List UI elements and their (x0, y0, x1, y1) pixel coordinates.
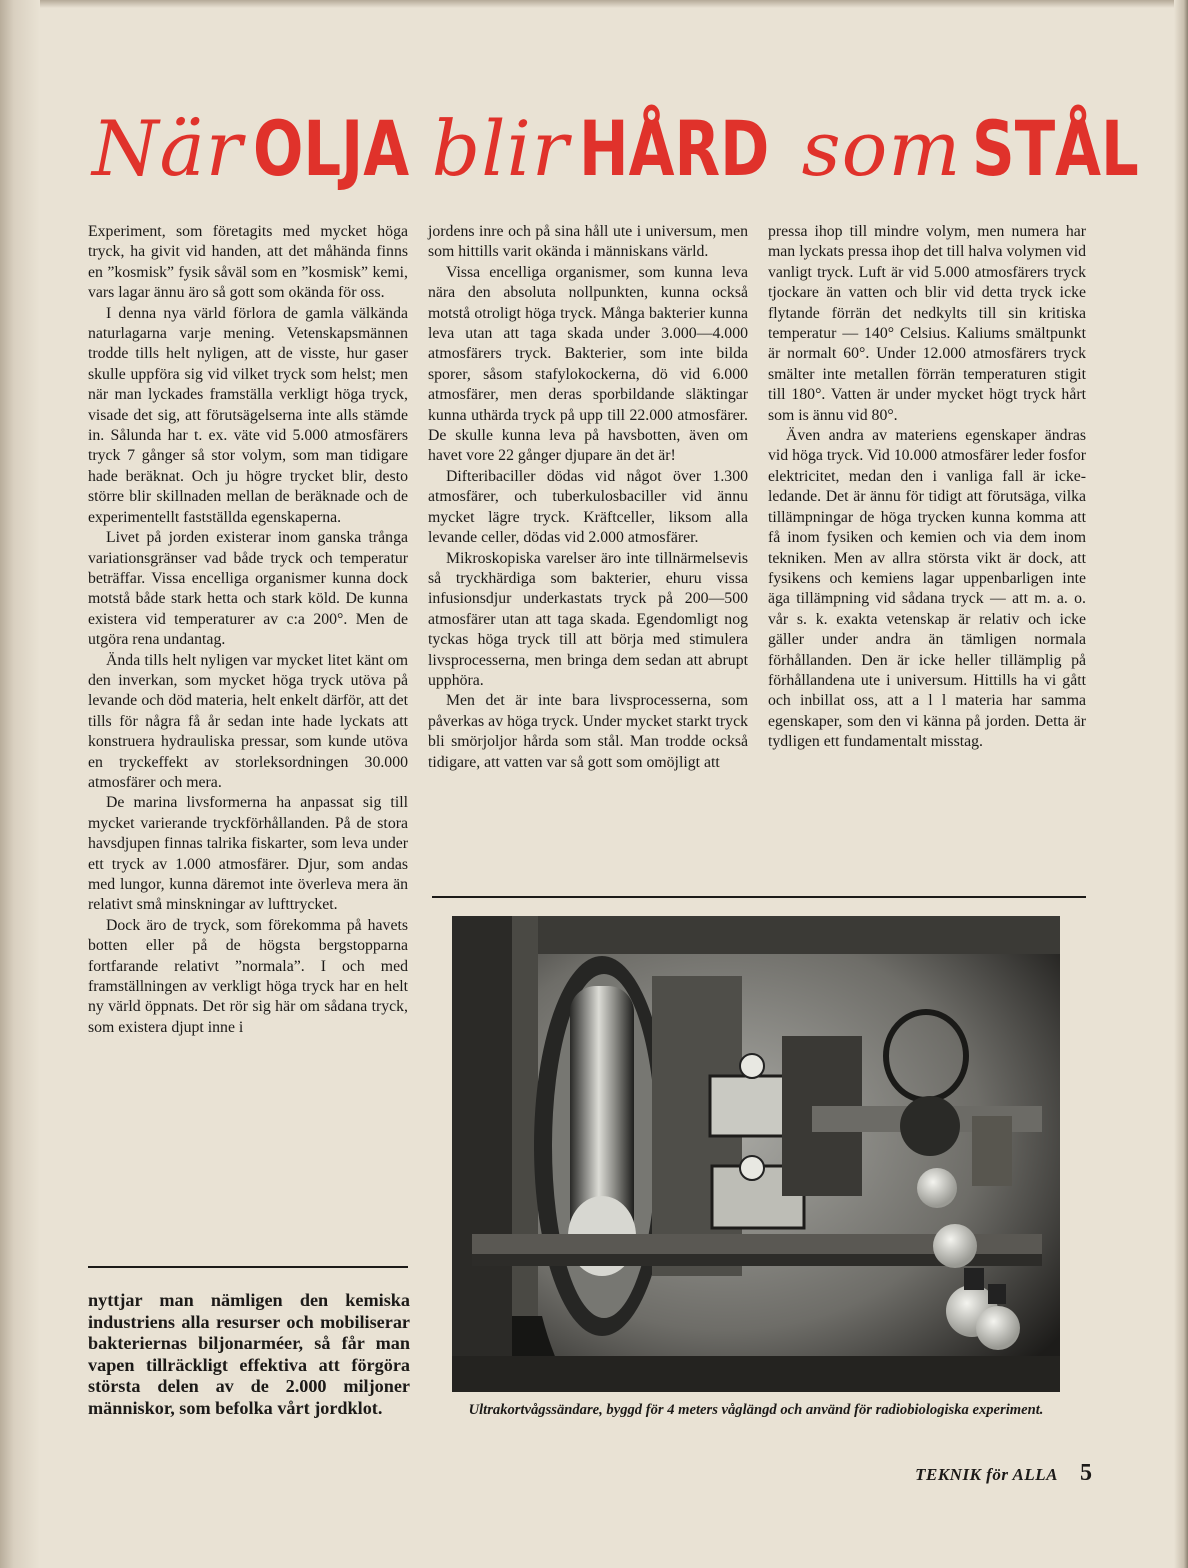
magazine-name: TEKNIK för ALLA (915, 1465, 1058, 1484)
headline-word-stal: STÅL (971, 104, 1139, 193)
photo-caption: Ultrakortvågssändare, byggd för 4 meters våglängd och använd för radiobiologiska experiment. (468, 1402, 1044, 1418)
column-divider-rule (88, 1266, 408, 1268)
article-column-3 (768, 222, 1086, 753)
page-right-edge (1174, 0, 1188, 1568)
page-gutter-shadow (0, 0, 40, 1568)
paragraph: Även andra av materiens egenskaper ändras vid höga tryck. Vid 10.000 atmosfärer leder fosfor elektricitet, medan den i vanliga fall är icke-ledande. Det är ännu för tidigt att förutsäga, vilka tillämpningar de höga trycken kunna komma att få inom fysiken och kemien och via dem inom tekniken. Men av allra största vikt är dock, att fysikens och kemiens lagar uppenbarligen inte äga tillämpning vid sådana tryck — att m. a. o. vår s. k. exakta vetenskap är relativ och icke gäller under andra än tämligen normala förhållanden. Den är icke heller tillämplig på förhållandena ute i universum. Hittills ha vi gått och inbillat oss, att a l l materia har samma egenskaper, som den vi känna på jorden. Detta är tydligen ett fundamentalt misstag. (768, 427, 1086, 751)
article-column-1 (88, 222, 408, 1038)
photo-divider-rule (432, 896, 1086, 898)
page-footer (915, 1460, 1092, 1487)
paragraph: pressa ihop till mindre volym, men numera har man lyckats pressa ihop det till halva volymen vid vanligt tryck. Luft är vid 5.000 atmosfärers tryck tjockare än vatten och blir vid detta tryck icke flytande förrän det nedkylts till sin kritiska temperatur — 140° Celsius. Kaliums smältpunkt är normalt 60°. Under 12.000 atmosfärers tryck smälter inte metallen förrän temperaturen stigit till 180°. Vatten är under mycket högt tryck hårt som is ännu vid 80°. (768, 223, 1086, 424)
paragraph: Mikroskopiska varelser äro inte tillnärmelsevis så tryckhärdiga som bakterier, ehuru vissa infusionsdjur underkastats tryck på 200—500 atmosfärer utan att taga skada. Egendomligt nog tyckas höga tryck till att börja med stimulera livsprocesserna, men bringa dem sedan att abrupt upphöra. (428, 549, 748, 689)
paragraph: Men det är inte bara livsprocesserna, som påverkas av höga tryck. Under mycket starkt tryck bli smörjoljor hårda som stål. Man trodde också tidigare, att vatten var så gott som omöjligt att (428, 692, 748, 771)
headline-word-som: som (801, 104, 962, 193)
paragraph: Dock äro de tryck, som förekomma på havets botten eller på de högsta bergstopparna fortfarande relativt ”normala”. I och med framställningen av verkligt höga tryck har en helt ny värld öppnats. Det rör sig här om sådana tryck, som existera djupt inne i (88, 916, 408, 1036)
paragraph: Experiment, som företagits med mycket höga tryck, ha givit vid handen, att det måhända finns en ”kosmisk” fysik såväl som en ”kosmisk” kemi, vars lagar ännu äro så gott som okända för oss. (88, 223, 408, 302)
page-number: 5 (1080, 1460, 1092, 1486)
page-top-edge (0, 0, 1188, 8)
paragraph: Vissa encelliga organismer, som kunna leva nära den absoluta nollpunkten, kunna också motstå otroligt höga tryck. Många bakterier kunna leva utan att taga skada under 3.000—4.000 atmosfärers tryck. Bakterier, som inte bilda sporer, såsom stafylokockerna, dö vid 6.000 atmosfärer, men deras sporbildande släktingar kunna uthärda tryck på upp till 22.000 atmosfärer. De skulle kunna leva på havsbotten, även om havet vore 22 gånger djupare än det är! (428, 263, 748, 465)
headline-word-blir: blir (431, 104, 570, 193)
photo-transmitter (452, 916, 1060, 1392)
paragraph: Difteribaciller dödas vid något över 1.300 atmosfärer, och tuberkulosbaciller vid ännu mycket lägre tryck. Kräftceller, liksom alla levande celler, dödas vid 2.000 atmosfärer. (428, 467, 748, 547)
boxed-paragraph: nyttjar man nämligen den kemiska industriens alla resurser och mobiliserar bakteriernas biljonarméer, så får man vapen tillräckligt effektiva att förgöra största delen av de 2.000 miljoner människor, som befolka vårt jordklot. (88, 1290, 410, 1418)
paragraph: I denna nya värld förlora de gamla välkända naturlagarna varje mening. Vetenskapsmännen trodde tills helt nyligen, att de visste, hur gaser skulle uppföra sig vid vilket tryck som helst; men när man lyckades framställa verkligt höga tryck, visade det sig, att förutsägelserna inte alls stämde in. Sålunda har t. ex. väte vid 5.000 atmosfärers tryck 7 gånger så stor volym, som man tidigare hade beräknat. Och ju högre trycket blir, desto större blir skillnaden mellan de beräknade och de experimentellt fastställda egenskaperna. (88, 304, 408, 526)
article-headline (92, 104, 1139, 204)
paragraph: Ända tills helt nyligen var mycket litet känt om den inverkan, som mycket höga tryck utöva på levande och död materia, helt enkelt därför, att det tills för några få år sedan inte hade lyckats att konstruera hydrauliska pressar, som kunde utöva en tryckeffekt av storleksordningen 30.000 atmosfärer och mera. (88, 651, 408, 791)
article-column-2 (428, 222, 748, 773)
headline-word-nar: När (92, 104, 244, 193)
paragraph: jordens inre och på sina håll ute i universum, men som hittills varit okända i människans värld. (428, 223, 748, 261)
headline-word-hard: HÅRD (579, 104, 770, 193)
paragraph: Livet på jorden existerar inom ganska trånga variationsgränser vad både tryck och temperatur beträffar. Vissa encelliga organismer kunna dock motstå både stark hetta och stark köld. De kunna existera vid temperaturer av c:a 200°. Men de utgöra rena undantag. (88, 529, 408, 649)
boxed-continuation-text (88, 1290, 410, 1420)
paragraph: De marina livsformerna ha anpassat sig till mycket varierande tryckförhållanden. På de stora havsdjupen finnas talrika fiskarter, som leva under ett tryck av 1.000 atmosfärer. Djur, som andas med lungor, kunna däremot inte överleva mera än relativt små minskningar av lufttrycket. (88, 794, 408, 914)
headline-word-olja: OLJA (253, 104, 410, 193)
